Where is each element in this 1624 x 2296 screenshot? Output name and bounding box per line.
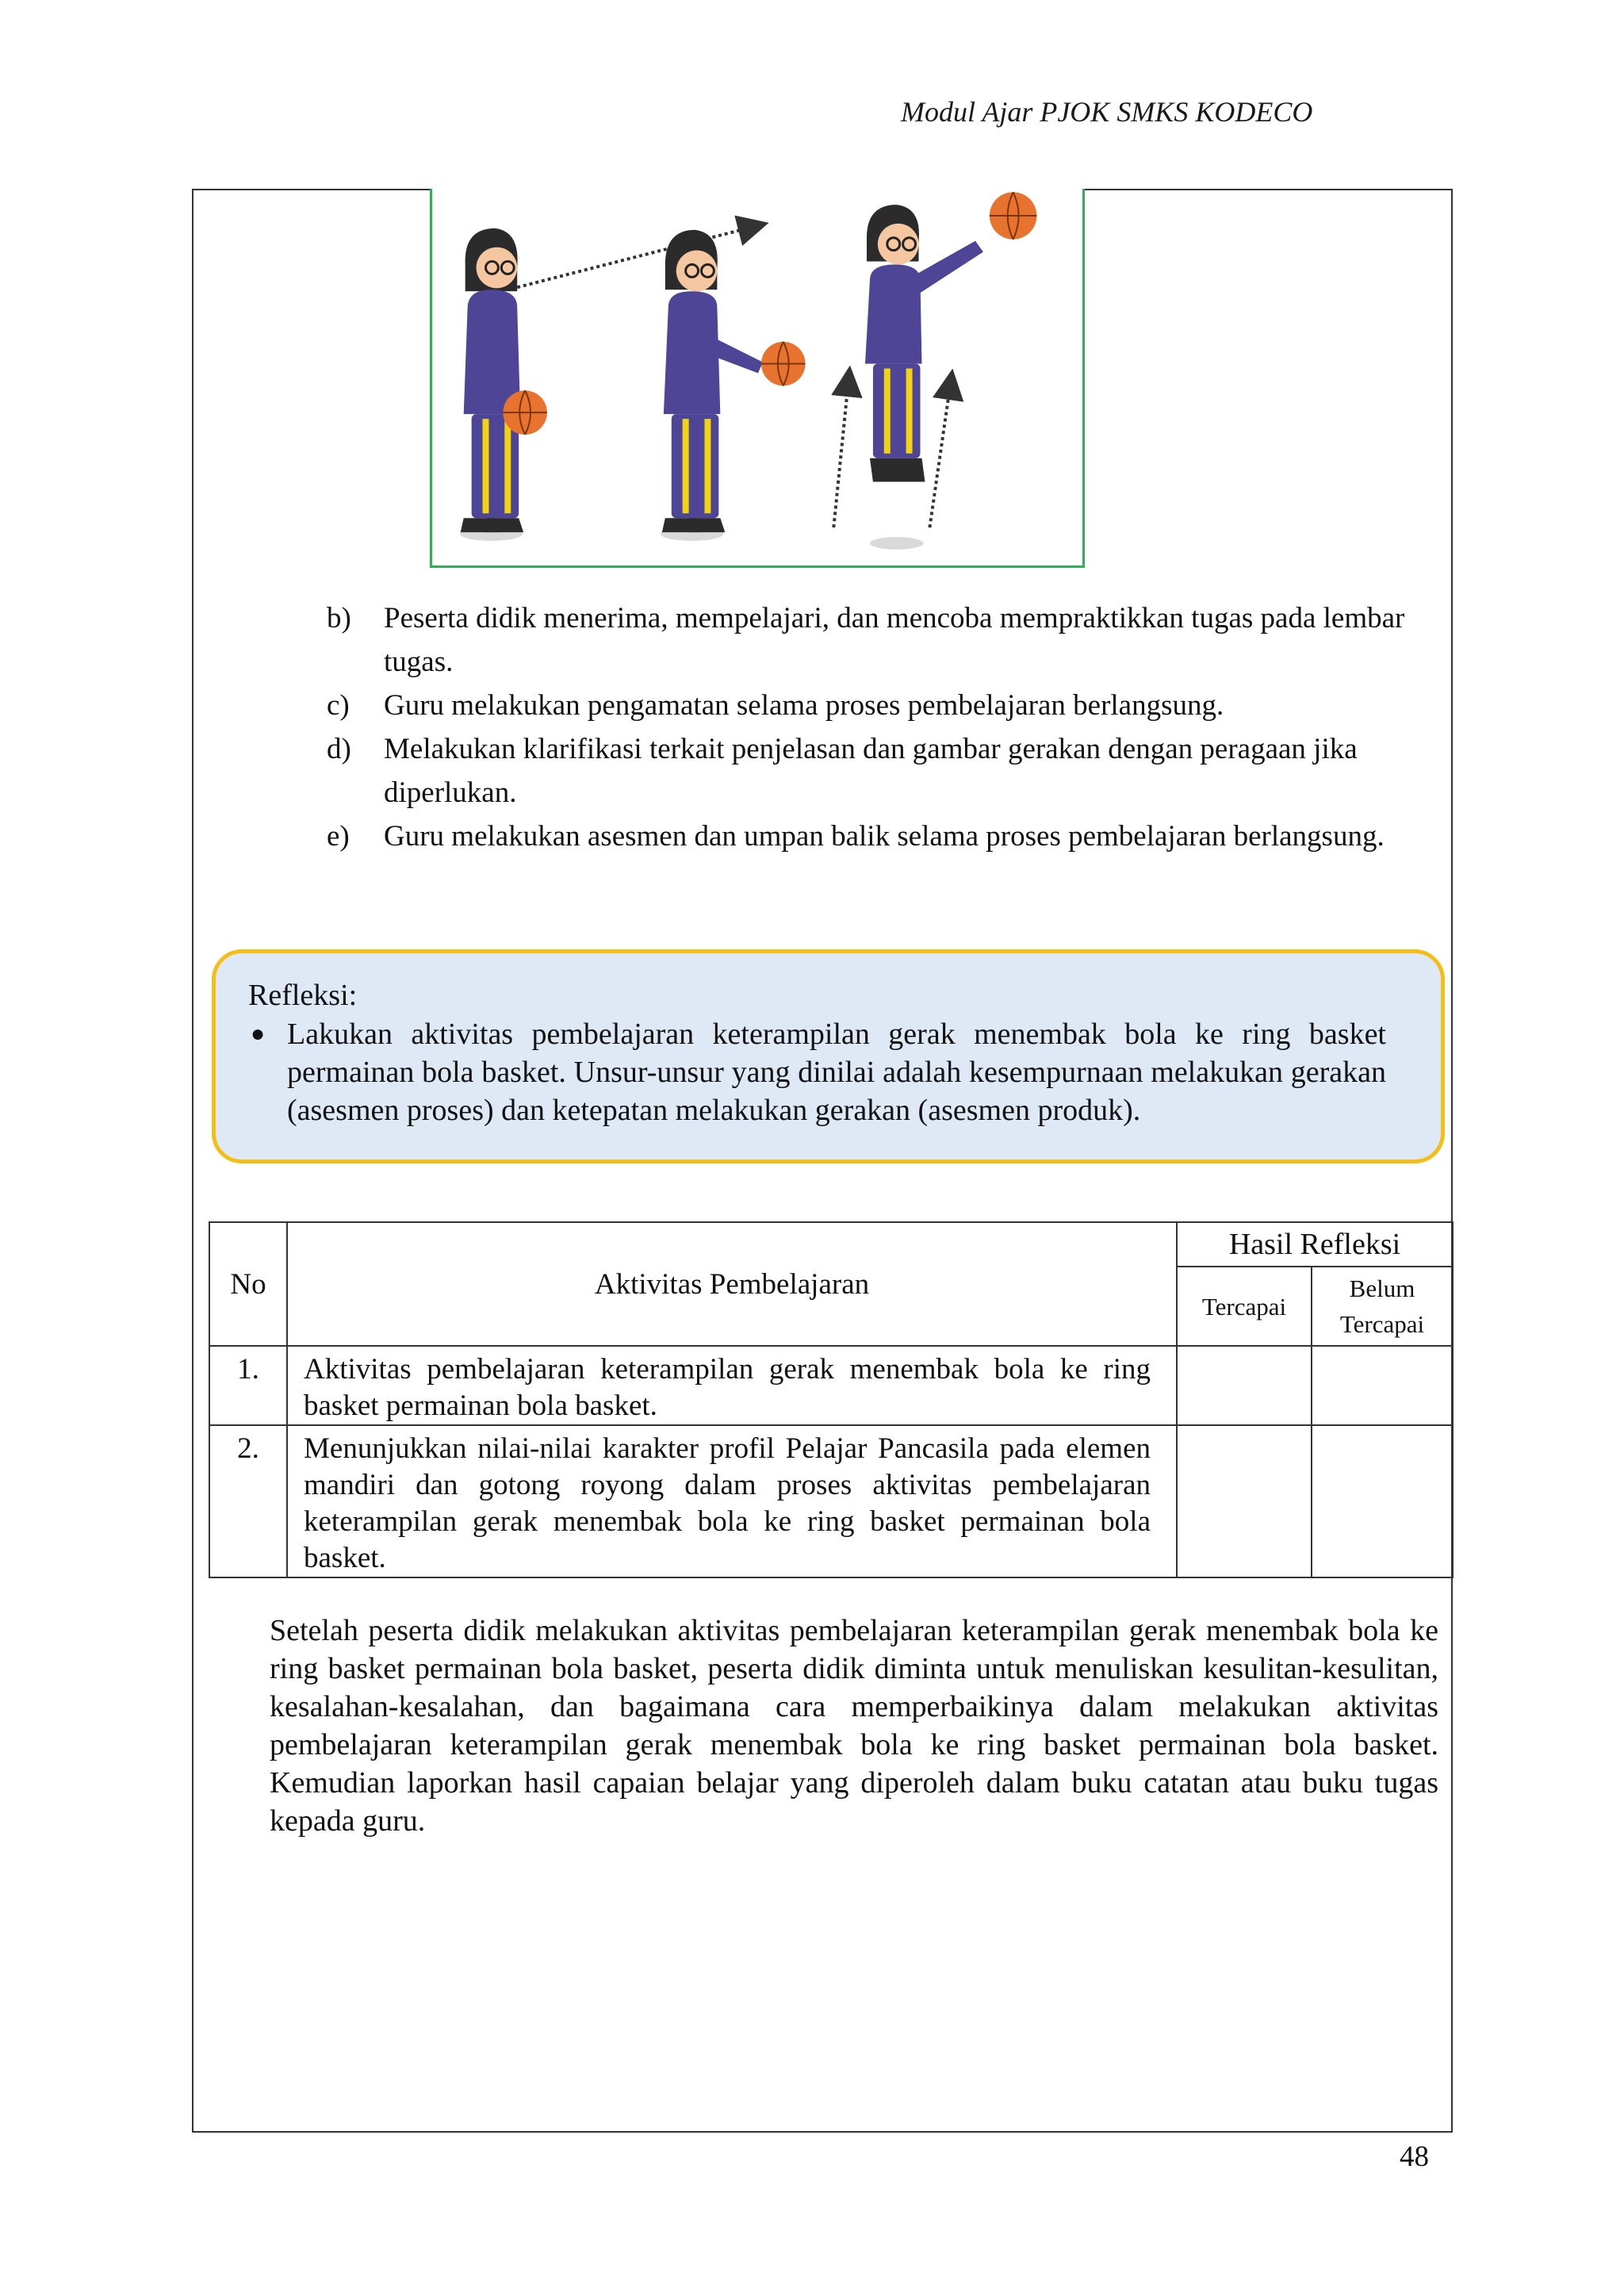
- list-item: [327, 727, 1429, 815]
- column-header-no: No: [209, 1222, 287, 1346]
- reflection-title: Refleksi:: [248, 979, 358, 1012]
- step-marker: d): [327, 733, 351, 765]
- reflection-list: [251, 1015, 1386, 1129]
- row-number: 1.: [209, 1346, 287, 1425]
- reflection-box: [212, 949, 1445, 1163]
- column-header-not-achieved: Belum Tercapai: [1312, 1267, 1453, 1346]
- bullet-icon: ●: [251, 1021, 266, 1047]
- row-activity: Menunjukkan nilai-nilai karakter profil Pelajar Pancasila pada elemen mandiri dan gotong royong dalam proses aktivitas pembelajaran keterampilan gerak menembak bola ke ring basket permainan bola basket.: [287, 1425, 1177, 1577]
- figure-chest-pass: [661, 230, 806, 541]
- figure-ready: [460, 228, 547, 541]
- table-header-row: [192, 1222, 1453, 1267]
- row-not-achieved-cell[interactable]: [1312, 1346, 1453, 1425]
- step-marker: c): [327, 689, 350, 722]
- page-number: 48: [1400, 2141, 1429, 2173]
- list-item: [327, 596, 1429, 684]
- step-text: Peserta didik menerima, mempelajari, dan mencoba mempraktikkan tugas pada lembar tugas.: [384, 602, 1405, 678]
- shooting-figures-icon: [432, 189, 1082, 565]
- step-marker: e): [327, 820, 350, 853]
- reflection-item-text: Lakukan aktivitas pembelajaran keterampilan gerak menembak bola ke ring basket permainan bola basket. Unsur-unsur yang dinilai adalah kesempurnaan melakukan gerakan (asesmen proses) dan ketepatan melakukan gerakan (asesmen produk).: [287, 1018, 1386, 1127]
- row-activity: Aktivitas pembelajaran keterampilan gerak menembak bola ke ring basket permainan bola basket.: [287, 1346, 1177, 1425]
- learning-steps-list: [327, 596, 1429, 858]
- figure-jump-shot: [865, 192, 1036, 550]
- basketball-shooting-sequence-illustration: [430, 189, 1085, 568]
- closing-paragraph: Setelah peserta didik melakukan aktivitas pembelajaran keterampilan gerak menembak bola ke ring basket permainan bola basket, peserta didik diminta untuk menuliskan kesulitan-kesulitan, kesalahan-kesalahan, dan bagaimana cara memperbaikinya dalam melakukan aktivitas pembelajaran keterampilan gerak menembak bola ke ring basket permainan bola basket. Kemudian laporkan hasil capaian belajar yang diperoleh dalam buku catatan atau buku tugas kepada guru.: [270, 1614, 1438, 1838]
- step-text: Melakukan klarifikasi terkait penjelasan dan gambar gerakan dengan peragaan jika diperlukan.: [384, 733, 1358, 809]
- table-row: [192, 1425, 1453, 1577]
- step-marker: b): [327, 602, 351, 634]
- list-item: [251, 1015, 1386, 1129]
- row-achieved-cell[interactable]: [1177, 1346, 1312, 1425]
- row-achieved-cell[interactable]: [1177, 1425, 1312, 1577]
- column-header-result: Hasil Refleksi: [1177, 1222, 1453, 1267]
- step-text: Guru melakukan asesmen dan umpan balik selama proses pembelajaran berlangsung.: [384, 820, 1385, 853]
- row-number: 2.: [209, 1425, 287, 1577]
- table-row: [192, 1346, 1453, 1425]
- running-header: Modul Ajar PJOK SMKS KODECO: [901, 96, 1313, 128]
- list-item: [327, 815, 1429, 858]
- column-header-activity: Aktivitas Pembelajaran: [287, 1222, 1177, 1346]
- row-not-achieved-cell[interactable]: [1312, 1425, 1453, 1577]
- step-text: Guru melakukan pengamatan selama proses pembelajaran berlangsung.: [384, 689, 1224, 722]
- list-item: [327, 684, 1429, 727]
- column-header-achieved: Tercapai: [1177, 1267, 1312, 1346]
- reflection-table: [192, 1221, 1454, 1578]
